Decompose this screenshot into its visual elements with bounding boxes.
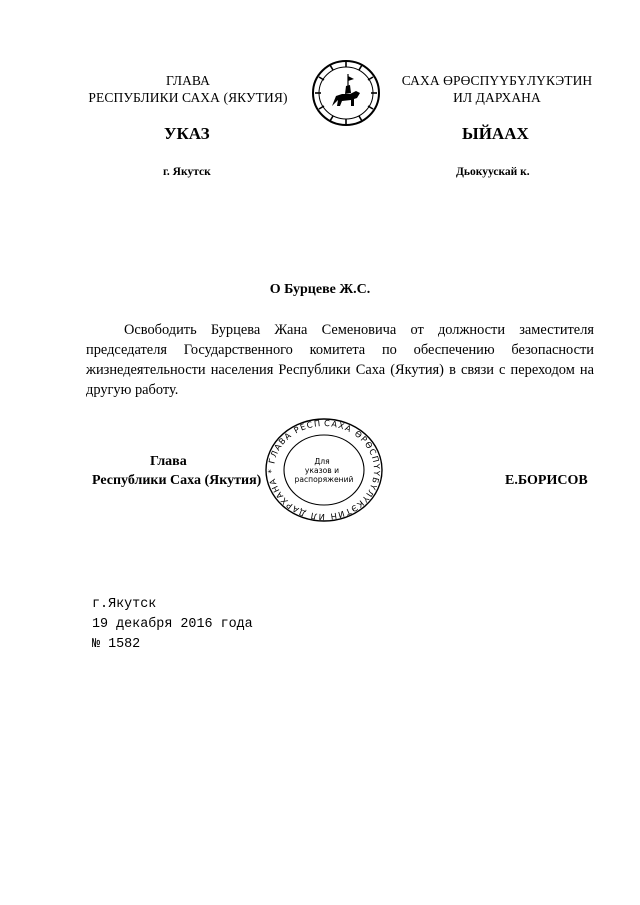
header-left-line2: РЕСПУБЛИКИ САХА (ЯКУТИЯ)	[88, 90, 288, 105]
stamp-center-line2: указов и	[304, 466, 340, 475]
header-right-line1: САХА ӨРӨСПҮҮБҮЛҮКЭТИН	[401, 73, 593, 88]
city-ru: г. Якутск	[163, 166, 211, 178]
header-right	[392, 72, 602, 106]
header-right-line2: ИЛ ДАРХАНА	[453, 90, 541, 105]
footer-city: г.Якутск	[92, 597, 157, 612]
footer-number: № 1582	[92, 637, 141, 652]
stamp-ring-text: САХА ӨРӨСПҮҮБҮЛҮКЭТИН ИЛ ДАРХАНА * ГЛАВА РЕСП	[265, 417, 383, 522]
decree-label-sakha: ЫЙААХ	[462, 124, 529, 143]
stamp-center-line3: распоряжений	[294, 475, 354, 484]
coat-of-arms-icon	[310, 58, 382, 128]
official-stamp	[262, 414, 386, 522]
stamp-seal-icon	[262, 414, 386, 522]
header-left	[78, 72, 298, 106]
document-title: О Бурцеве Ж.С.	[269, 282, 371, 297]
header-left-line1: ГЛАВА	[165, 73, 211, 88]
footer-date: 19 декабря 2016 года	[92, 617, 253, 632]
signature-name: Е.БОРИСОВ	[505, 473, 588, 488]
coat-of-arms-emblem	[310, 58, 382, 128]
decree-label-ru: УКАЗ	[164, 124, 210, 143]
signature-title-line2: Республики Саха (Якутия)	[92, 473, 262, 488]
stamp-center-line1: Для	[314, 457, 330, 466]
city-sakha: Дьокуускай к.	[456, 166, 530, 178]
signature-title-line1: Глава	[150, 454, 187, 469]
document-body: Освободить Бурцева Жана Семеновича от должности заместителя председателя Государственного комитета по обеспечению безопасности жизнедеятельности населения Республики Саха (Якутия) в связи с переходом на другую работу.	[86, 322, 594, 398]
